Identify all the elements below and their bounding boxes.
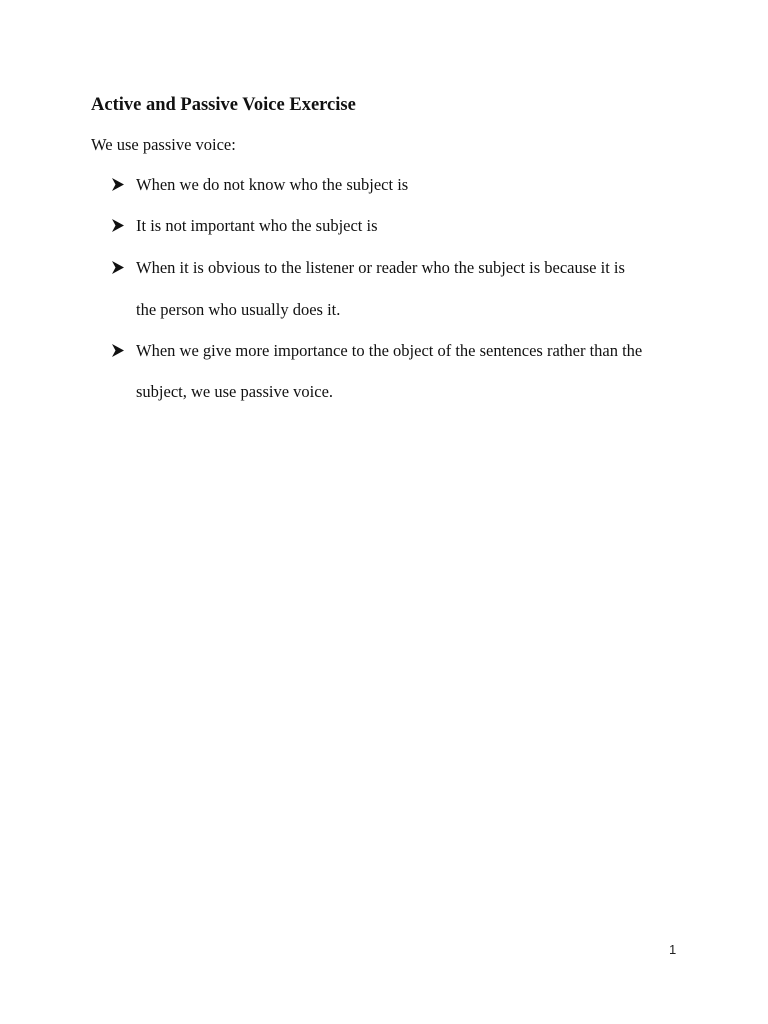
arrowhead-bullet-icon bbox=[112, 344, 126, 358]
bullet-text-line: the person who usually does it. bbox=[136, 300, 341, 319]
intro-text: We use passive voice: bbox=[91, 135, 236, 154]
arrowhead-bullet-icon bbox=[112, 219, 126, 233]
bullet-text-line: It is not important who the subject is bbox=[136, 216, 378, 235]
arrowhead-bullet-icon bbox=[112, 261, 126, 275]
arrowhead-bullet-icon bbox=[112, 178, 126, 192]
bullet-text-line: When we do not know who the subject is bbox=[136, 175, 409, 194]
document-title: Active and Passive Voice Exercise bbox=[91, 95, 356, 115]
bullet-text-line: subject, we use passive voice. bbox=[136, 382, 334, 401]
bullet-text-line: When we give more importance to the object of the sentences rather than the bbox=[136, 341, 643, 360]
bullet-text-line: When it is obvious to the listener or reader who the subject is because it is bbox=[136, 258, 625, 277]
page-number: 1 bbox=[669, 942, 677, 957]
